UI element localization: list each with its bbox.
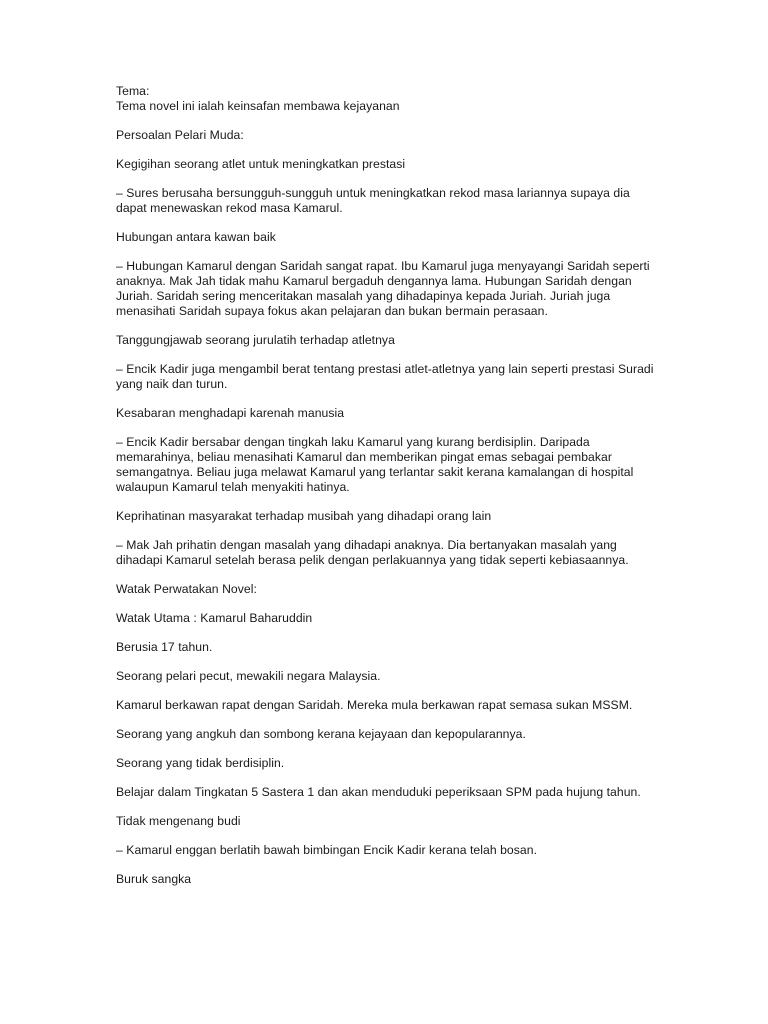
paragraph-trait-undisciplined: Seorang yang tidak berdisiplin. — [116, 756, 285, 770]
paragraph-theme-label: Tema: — [116, 84, 150, 98]
paragraph-trait-age: Berusia 17 tahun. — [116, 640, 213, 654]
paragraph-issue-coach: Tanggungjawab seorang jurulatih terhadap atletnya — [116, 333, 395, 347]
paragraph-trait-ungrateful-detail: – Kamarul enggan berlatih bawah bimbingan Encik Kadir kerana telah bosan. — [116, 843, 537, 857]
paragraph-issue-coach-detail: – Encik Kadir juga mengambil berat tentang prestasi atlet-atletnya yang lain seperti prestasi Suradi yang naik dan turun. — [116, 362, 654, 391]
paragraph-issue-perseverance-detail: – Sures berusaha bersungguh-sungguh untuk meningkatkan rekod masa lariannya supaya dia dapat menewaskan rekod masa Kamarul. — [116, 186, 630, 215]
paragraph-issue-patience-detail: – Encik Kadir bersabar dengan tingkah laku Kamarul yang kurang berdisiplin. Daripada memarahinya, beliau menasihati Kamarul dan memberikan pingat emas sebagai pembakar semangatnya. Beliau juga melawat Kamarul yang terlantar sakit kerana kamalangan di hospital walaupun Kamarul telah menyakiti hatinya. — [116, 435, 634, 494]
document-page — [116, 84, 656, 901]
paragraph-issues-heading: Persoalan Pelari Muda: — [116, 128, 244, 142]
paragraph-trait-friend: Kamarul berkawan rapat dengan Saridah. Mereka mula berkawan rapat semasa sukan MSSM. — [116, 698, 633, 712]
paragraph-issue-perseverance: Kegigihan seorang atlet untuk meningkatkan prestasi — [116, 157, 406, 171]
paragraph-characters-heading: Watak Perwatakan Novel: — [116, 582, 257, 596]
paragraph-trait-arrogant: Seorang yang angkuh dan sombong kerana kejayaan dan kepopularannya. — [116, 727, 526, 741]
paragraph-trait-suspicious: Buruk sangka — [116, 872, 192, 886]
paragraph-issue-concern: Keprihatinan masyarakat terhadap musibah yang dihadapi orang lain — [116, 509, 492, 523]
paragraph-trait-ungrateful: Tidak mengenang budi — [116, 814, 241, 828]
paragraph-trait-sprinter: Seorang pelari pecut, mewakili negara Malaysia. — [116, 669, 381, 683]
paragraph-theme-text: Tema novel ini ialah keinsafan membawa kejayanan — [116, 99, 400, 113]
paragraph-issue-friendship-detail: – Hubungan Kamarul dengan Saridah sangat rapat. Ibu Kamarul juga menyayangi Saridah seperti anaknya. Mak Jah tidak mahu Kamarul bergaduh dengannya lama. Hubungan Saridah dengan Juriah. Saridah sering menceritakan masalah yang dihadapinya kepada Juriah. Juriah juga menasihati Saridah supaya fokus akan pelajaran dan bukan bermain perasaan. — [116, 259, 650, 318]
paragraph-issue-friendship: Hubungan antara kawan baik — [116, 230, 276, 244]
paragraph-main-character: Watak Utama : Kamarul Baharuddin — [116, 611, 313, 625]
paragraph-trait-school: Belajar dalam Tingkatan 5 Sastera 1 dan akan menduduki peperiksaan SPM pada hujung tahun. — [116, 785, 641, 799]
paragraph-issue-concern-detail: – Mak Jah prihatin dengan masalah yang dihadapi anaknya. Dia bertanyakan masalah yang dihadapi Kamarul setelah berasa pelik dengan perlakuannya yang tidak seperti kebiasaannya. — [116, 538, 629, 567]
paragraph-issue-patience: Kesabaran menghadapi karenah manusia — [116, 406, 345, 420]
